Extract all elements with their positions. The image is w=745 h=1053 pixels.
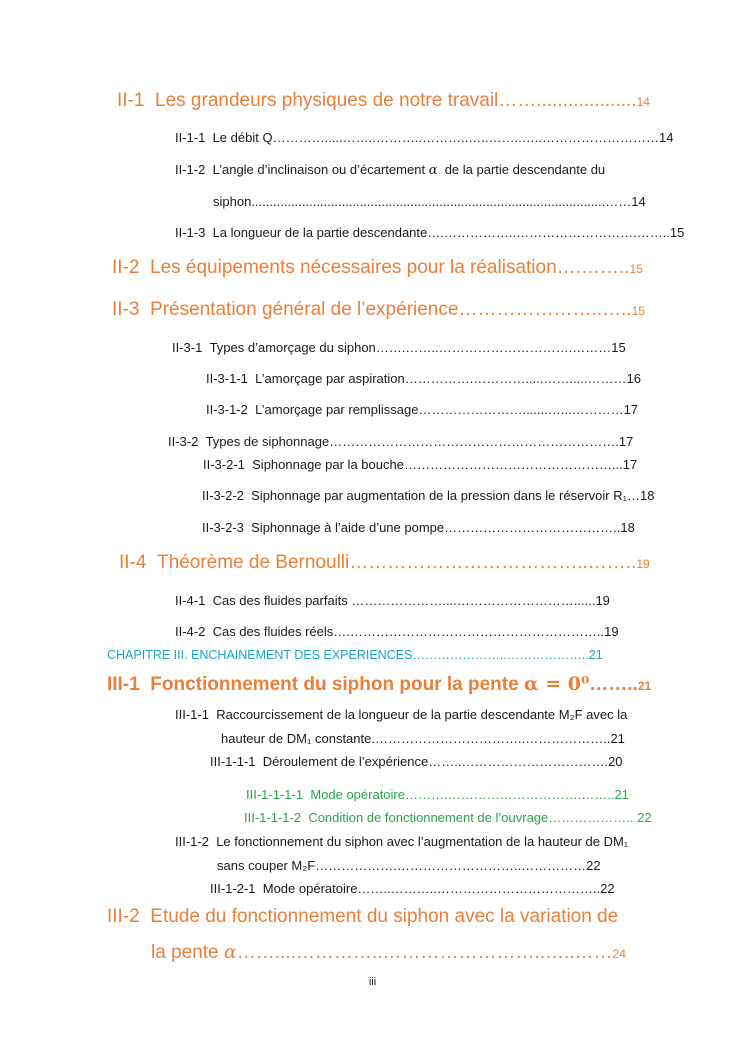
toc-entry-III-1-2-1 xyxy=(210,882,615,895)
toc-page-number: 17 xyxy=(622,457,638,472)
toc-dots: ….……………..……………………….…….. xyxy=(427,225,670,240)
toc-entry-III-1-1-1-1 xyxy=(246,788,629,801)
toc-dots: ………………………………….. xyxy=(444,520,621,535)
toc-number: II-3 xyxy=(112,299,140,320)
toc-entry-II-1-2-cont xyxy=(213,195,646,208)
toc-dots: …………………..……………….. xyxy=(412,648,589,662)
toc-page-number: 19 xyxy=(604,624,619,639)
toc-number: II-3-2-2 xyxy=(202,488,244,503)
toc-entry-II-3-1-1 xyxy=(206,372,641,385)
toc-entry-III-1-2-cont xyxy=(217,859,601,872)
toc-entry-II-1-3 xyxy=(175,226,684,239)
toc-number: II-3-2-3 xyxy=(202,520,244,535)
toc-title: sans couper M₂F xyxy=(217,858,316,873)
toc-entry-II-3-2-2 xyxy=(202,489,654,502)
toc-page-number: 15 xyxy=(611,340,626,355)
toc-title: Présentation général de l’expérience xyxy=(150,299,459,320)
toc-title: L’amorçage par aspiration xyxy=(255,371,405,386)
toc-title: Siphonnage par augmentation de la pression dans le réservoir R₁ xyxy=(251,488,627,503)
toc-dots: … xyxy=(626,488,640,503)
toc-page-number: 15 xyxy=(631,304,645,318)
toc-entry-II-4 xyxy=(119,553,650,572)
toc-entry-III-2-cont xyxy=(151,943,626,962)
toc-entry-III-1-1-1 xyxy=(210,755,623,768)
toc-title: Types d’amorçage du siphon xyxy=(209,340,376,355)
toc-title: Types de siphonnage xyxy=(205,434,330,449)
toc-title: la pente xyxy=(151,942,219,963)
toc-page-number: 21 xyxy=(614,787,629,802)
toc-number: II-2 xyxy=(112,257,140,278)
toc-number: II-1 xyxy=(117,90,145,111)
toc-dots: …………….………….....…….....……… xyxy=(404,371,627,386)
toc-entry-III-1-1-cont xyxy=(221,732,625,745)
toc-dots: ……..……………………………. xyxy=(428,754,609,769)
toc-page-number: 17 xyxy=(618,434,634,449)
toc-number: III-1-1-1-2 xyxy=(244,810,302,825)
toc-title: Mode opératoire xyxy=(262,881,358,896)
toc-number: III-1-2-1 xyxy=(210,881,256,896)
toc-entry-III-2 xyxy=(107,907,618,926)
toc-number: II-3-1-2 xyxy=(206,402,248,417)
toc-page-number: 24 xyxy=(612,947,626,961)
toc-page-number: 21 xyxy=(637,679,652,693)
toc-entry-II-3-1 xyxy=(172,341,626,354)
toc-number: III-1-1-1-1 xyxy=(246,787,304,802)
page-footer-number: iii xyxy=(368,976,377,988)
toc-dots: …………………………………………... xyxy=(403,457,623,472)
toc-dots: ……..………..……………………………….. xyxy=(357,881,601,896)
toc-dots: …….. xyxy=(589,674,638,695)
toc-dots: …….……..………………………….……… xyxy=(375,340,612,355)
toc-number: II-3-2-1 xyxy=(203,457,245,472)
toc-number: II-3-1 xyxy=(172,340,203,355)
toc-entry-II-3 xyxy=(112,300,645,319)
toc-dots: …………………………………………………………. xyxy=(329,434,619,449)
toc-title: L’angle d’inclinaison ou d’écartement xyxy=(212,162,426,177)
toc-title: Déroulement de l’expérience xyxy=(262,754,429,769)
toc-entry-II-3-2-3 xyxy=(202,521,635,534)
toc-dots: ….………………………………………………….. xyxy=(333,624,605,639)
toc-number: II-4-2 xyxy=(175,624,206,639)
toc-title: siphon xyxy=(213,194,252,209)
toc-dots: ….…….. xyxy=(556,257,630,278)
toc-title: hauteur de DM₁ constante. xyxy=(221,731,375,746)
toc-entry-II-3-2 xyxy=(168,435,633,448)
toc-page-number: 22 xyxy=(586,858,601,873)
toc-number: III-1-2 xyxy=(175,834,209,849)
toc-title: L’amorçage par remplissage xyxy=(255,402,419,417)
toc-number: II-1-1 xyxy=(175,130,206,145)
toc-page-number: 21 xyxy=(588,648,603,662)
toc-title: Le débit Q xyxy=(212,130,273,145)
toc-title: Les équipements nécessaires pour la réalisation xyxy=(150,257,557,278)
toc-title: Mode opératoire xyxy=(310,787,405,802)
toc-page-number: 19 xyxy=(595,593,610,608)
toc-dots: ………….....……..………..………..…..……..…..……………………… xyxy=(272,130,659,145)
toc-dots: ……………….………………………..…………… xyxy=(315,858,587,873)
toc-dots: ……................... xyxy=(498,90,637,111)
toc-dots: ………………………………..…….. xyxy=(349,552,637,573)
toc-page-number: 18 xyxy=(639,488,655,503)
toc-number: III-2 xyxy=(107,906,140,927)
toc-dots: ……………………………..……………….. xyxy=(374,731,611,746)
alpha-symbol: α xyxy=(428,163,438,178)
toc-title: Cas des fluides réels xyxy=(212,624,334,639)
toc-page-number: 19 xyxy=(636,557,650,571)
toc-entry-III-1 xyxy=(107,675,651,694)
toc-dots: ..................................................................................................…… xyxy=(251,194,632,209)
toc-number: III-1-1-1 xyxy=(210,754,256,769)
toc-page-number: 22 xyxy=(600,881,615,896)
toc-title: CHAPITRE III. ENCHAINEMENT DES EXPERIENCES xyxy=(107,648,413,662)
toc-title: Théorème de Bernoulli xyxy=(157,552,350,573)
toc-page-number: 17 xyxy=(623,402,639,417)
toc-number: II-3-1-1 xyxy=(206,371,248,386)
alpha-symbol: α xyxy=(223,941,237,963)
toc-entry-II-1-1 xyxy=(175,131,673,144)
toc-title: Condition de fonctionnement de l’ouvrage xyxy=(308,810,549,825)
toc-title: La longueur de la partie descendante xyxy=(212,225,428,240)
toc-number: III-1 xyxy=(107,674,140,695)
toc-number: II-4 xyxy=(119,552,147,573)
toc-entry-chapitre-III xyxy=(107,649,603,662)
alpha-equals-zero-formula: α = 0⁰ xyxy=(523,673,590,695)
toc-entry-II-3-1-2 xyxy=(206,403,638,416)
toc-dots: …………………....………………………...... xyxy=(351,593,596,608)
toc-dots: ……….………………………….…….. xyxy=(404,787,615,802)
toc-entry-II-2 xyxy=(112,258,643,277)
toc-page-number: 14 xyxy=(631,194,646,209)
toc-number: III-1-1 xyxy=(175,707,209,722)
toc-page-number: 22 xyxy=(637,810,652,825)
toc-title: Siphonnage à l’aide d’une pompe xyxy=(251,520,445,535)
toc-page-number: 18 xyxy=(620,520,635,535)
toc-page-number: 16 xyxy=(626,371,641,386)
toc-title: Siphonnage par la bouche xyxy=(252,457,404,472)
toc-title: Cas des fluides parfaits xyxy=(212,593,348,608)
toc-dots: ……....…………..……………………..…..…… xyxy=(236,942,613,963)
toc-page-number: 20 xyxy=(608,754,623,769)
toc-entry-II-4-1 xyxy=(175,594,610,607)
toc-entry-III-1-1-1-2 xyxy=(244,811,652,824)
toc-page-number: 14 xyxy=(636,95,650,109)
toc-title: Raccourcissement de la longueur de la partie descendante M₂F avec la xyxy=(216,707,628,722)
toc-dots: …………………….......…...………… xyxy=(418,402,624,417)
toc-entry-II-1-2 xyxy=(175,163,605,177)
toc-entry-II-1 xyxy=(117,91,650,110)
toc-number: II-3-2 xyxy=(168,434,199,449)
toc-entry-III-1-1 xyxy=(175,708,627,721)
toc-title: Les grandeurs physiques de notre travail xyxy=(155,90,499,111)
toc-dots: …………………..….. xyxy=(458,299,632,320)
toc-page-number: 21 xyxy=(610,731,625,746)
toc-page-number: 15 xyxy=(629,262,643,276)
toc-entry-II-4-2 xyxy=(175,625,619,638)
toc-number: II-4-1 xyxy=(175,593,206,608)
toc-page-number: 15 xyxy=(669,225,685,240)
toc-dots: ……………….. xyxy=(548,810,634,825)
toc-entry-III-1-2 xyxy=(175,835,628,848)
toc-number: II-1-2 xyxy=(175,162,206,177)
toc-entry-II-3-2-1 xyxy=(203,458,637,471)
toc-title-continued: de la partie descendante du xyxy=(444,162,606,177)
toc-title: Etude du fonctionnement du siphon avec la variation de xyxy=(150,906,619,927)
toc-title: Fonctionnement du siphon pour la pente xyxy=(150,674,519,695)
toc-page-number: 14 xyxy=(658,130,674,145)
toc-number: II-1-3 xyxy=(175,225,206,240)
toc-title: Le fonctionnement du siphon avec l’augmentation de la hauteur de DM₁ xyxy=(216,834,629,849)
